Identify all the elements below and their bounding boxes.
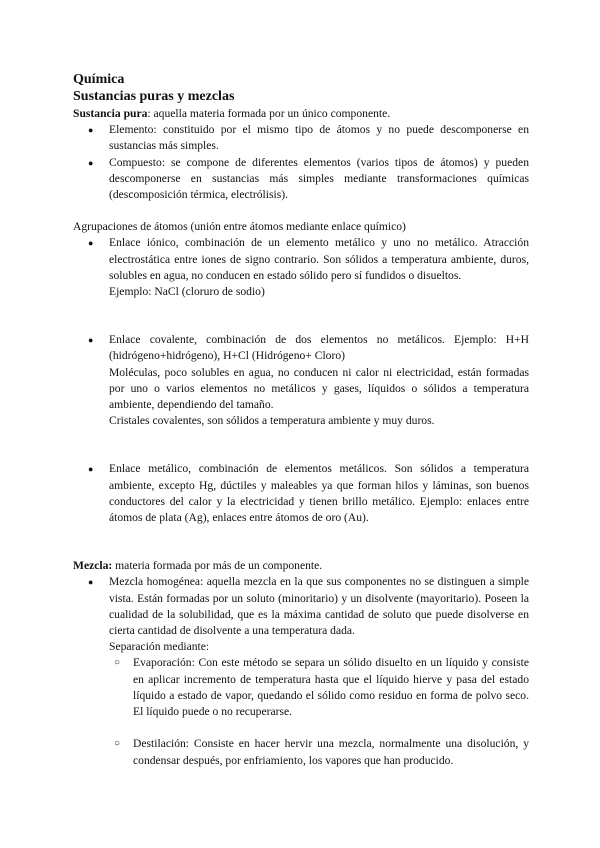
enlace-metalico-item: [109, 461, 529, 526]
mezcla-homogenea-item: [109, 574, 529, 768]
enlace-metalico-text: ● Enlace metálico, combinación de elementos metálicos. Son sólidos a temperatura ambiente, excepto Hg, dúctiles y maleables ya que forman hilos y láminas, son buenos conductores del calor y la electricidad y tienen brillo metálico. Ejemplo: enlaces entre átomos de plata (Ag), enlaces entre átomos de oro (Au).: [109, 462, 529, 525]
doc-subtitle: Sustancias puras y mezclas: [73, 89, 235, 104]
enlace-covalente-moleculas: Moléculas, poco solubles en agua, no conducen ni calor ni electricidad, están formadas por uno o varios elementos no metálicos y gases, líquidos o sólidos a temperatura ambiente, dependiendo del tamaño.: [109, 365, 529, 412]
mezcla-list: [73, 574, 529, 768]
evaporacion-item: [133, 655, 529, 736]
list-item: ● Elemento: constituido por el mismo tipo de átomos y no puede descomponerse en sustancias más simples.: [109, 122, 529, 154]
sustancia-pura-definition: [73, 106, 529, 122]
sustancia-pura-text: : aquella materia formada por un único componente.: [147, 107, 391, 120]
enlace-ionico-example: Ejemplo: NaCl (cloruro de sodio): [109, 285, 265, 299]
enlace-covalente-item: [109, 332, 529, 461]
mezcla-homogenea-text: ● Mezcla homogénea: aquella mezcla en la que sus componentes no se distinguen a simple vista. Están formadas por un soluto (minoritario) y un disolvente (mayoritario). Poseen la cualidad de la solubilidad, que es la máxima cantidad de soluto que puede disolverse en cierta cantidad de disolvente a una temperatura dada.: [109, 575, 529, 638]
enlace-covalente-cristales: Cristales covalentes, son sólidos a temperatura ambiente y muy duros.: [109, 414, 435, 428]
doc-title: Química: [73, 72, 125, 87]
enlace-ionico-item: [109, 235, 529, 332]
separacion-label: Separación mediante:: [109, 640, 210, 654]
enlaces-list: [73, 235, 529, 526]
destilacion-item: [133, 736, 529, 768]
sustancia-pura-list: [73, 122, 529, 203]
agrupaciones-heading: Agrupaciones de átomos (unión entre átomos mediante enlace químico): [73, 220, 406, 234]
mezcla-label: Mezcla:: [73, 559, 113, 573]
list-item: ● Compuesto: se compone de diferentes elementos (varios tipos de átomos) y pueden descomponerse en sustancias más simples mediante transformaciones químicas (descomposición térmica, electrólisis).: [109, 155, 529, 204]
separacion-list: [109, 655, 529, 768]
mezcla-text: materia formada por más de un componente.: [112, 559, 323, 573]
mezcla-definition: [73, 558, 529, 574]
destilacion-text: ○ Destilación: Consiste en hacer hervir una mezcla, normalmente una disolución, y condensar después, por enfriamiento, los vapores que han producido.: [133, 737, 529, 767]
enlace-covalente-text: ● Enlace covalente, combinación de dos elementos no metálicos. Ejemplo: H+H (hidrógeno+hidrógeno), H+Cl (Hidrógeno+ Cloro): [109, 333, 529, 363]
document-page: [73, 71, 529, 769]
enlace-ionico-text: ● Enlace iónico, combinación de un elemento metálico y uno no metálico. Atracción electrostática entre iones de signo contrario. Son sólidos a temperatura ambiente, duros, solubles en agua, no conducen en estado sólido pero sí fundidos o disueltos.: [109, 236, 529, 282]
evaporacion-text: ○ Evaporación: Con este método se separa un sólido disuelto en un líquido y consiste en aplicar incremento de temperatura hasta que el líquido hierve y pasa del estado líquido a estado de vapor, quedando el sólido como residuo en forma de polvo seco. El líquido puede o no recuperarse.: [133, 656, 529, 719]
sustancia-pura-label: Sustancia pura: [73, 107, 148, 120]
